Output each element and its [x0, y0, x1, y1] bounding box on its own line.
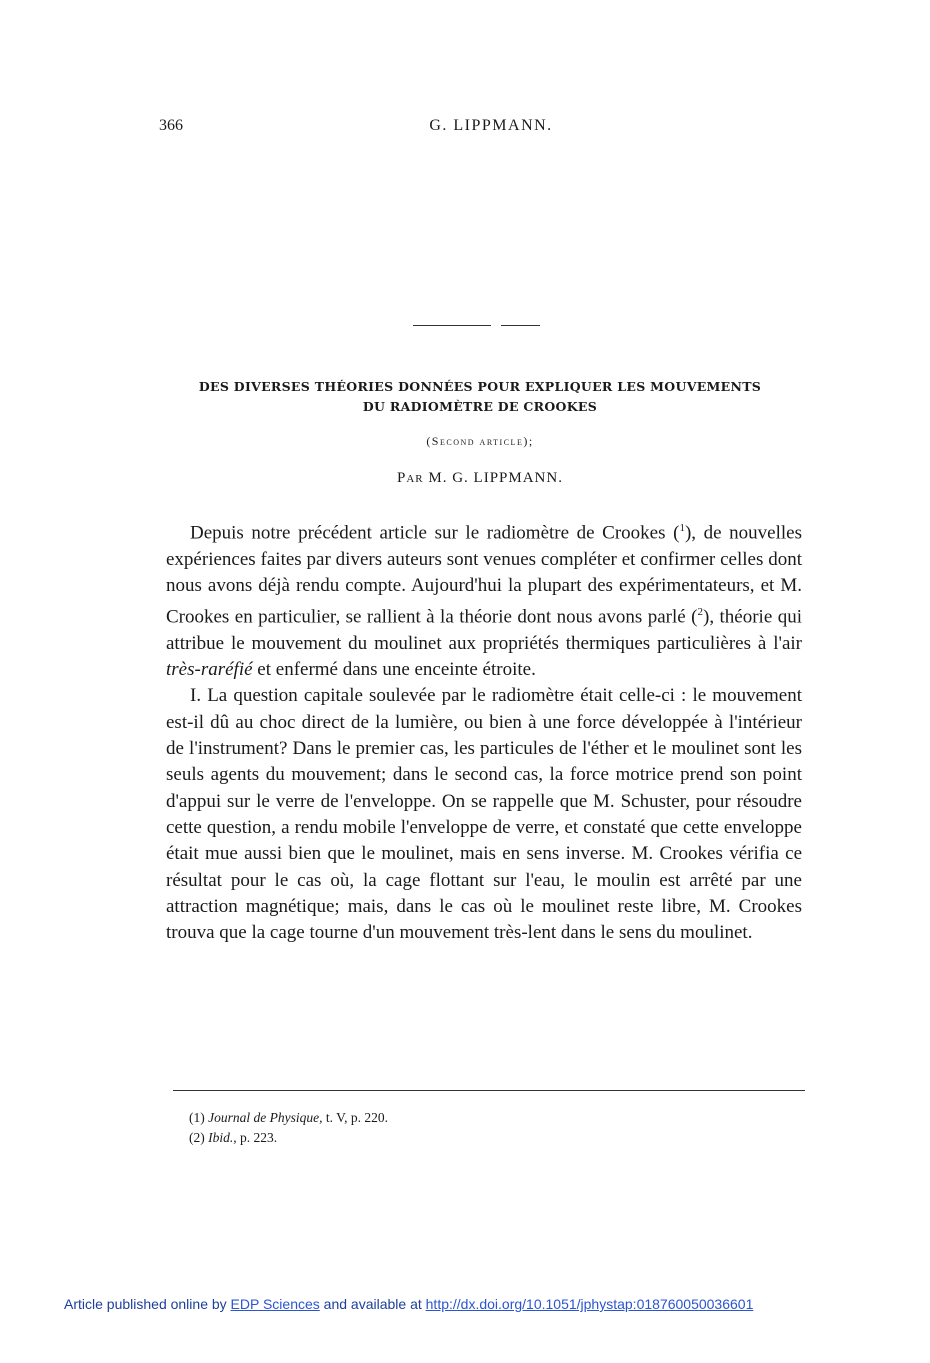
publication-banner — [64, 1296, 884, 1312]
footnote-2-rest: p. 223. — [236, 1130, 278, 1145]
article-title-line-2: DU RADIOMÈTRE DE CROOKES — [362, 399, 598, 414]
doi-link[interactable]: http://dx.doi.org/10.1051/jphystap:018760050036601 — [425, 1296, 754, 1312]
running-title: G. LIPPMANN. — [429, 117, 553, 134]
banner-middle: and available at — [319, 1296, 426, 1312]
footnote-2-source: Ibid., — [208, 1130, 237, 1145]
paragraph-1-text-c: ), théorie qui attribue le mouvement du moulinet aux propriétés thermiques particulières à l'air — [166, 606, 802, 654]
footnote-2-marker: (2) — [189, 1130, 205, 1145]
article-subtitle: (Second article); — [426, 434, 534, 448]
footnote-ref-2: 2 — [697, 606, 703, 619]
publisher-link[interactable]: EDP Sciences — [230, 1296, 320, 1312]
page-number: 366 — [159, 117, 183, 134]
footnote-1-marker: (1) — [189, 1110, 205, 1125]
title-separator — [413, 325, 540, 326]
running-head — [159, 117, 809, 139]
article-title-line-1: DES DIVERSES THÉORIES DONNÉES POUR EXPLIQUER LES MOUVEMENTS — [198, 379, 762, 394]
author-prefix: Par — [397, 470, 424, 486]
footnote-separator — [173, 1090, 805, 1091]
banner-prefix: Article published online by — [64, 1296, 231, 1312]
footnote-1-source: Journal de Physique, — [208, 1110, 323, 1125]
article-title — [150, 377, 810, 417]
paragraph-1 — [166, 515, 802, 683]
paragraph-1-italic: très-raréfié — [166, 659, 253, 681]
paragraph-1-text-d: et enfermé dans une enceinte étroite. — [252, 659, 536, 681]
paragraph-1-text-b: ), de nouvelles expériences faites par divers auteurs sont venues compléter et confirmer celles dont nous avons déjà rendu compte. Aujourd'hui la plupart des expérimentateurs, et M. Crookes en particulier, se rallient à la théorie dont nous avons parlé ( — [166, 522, 802, 628]
footnote-1-rest: t. V, p. 220. — [322, 1110, 389, 1125]
footnote-1 — [189, 1108, 789, 1128]
footnote-2 — [189, 1128, 789, 1148]
footnote-ref-1: 1 — [679, 522, 685, 534]
author-line — [150, 470, 810, 487]
paragraph-2: I. La question capitale soulevée par le radiomètre était celle-ci : le mouvement est-il dû au choc direct de la lumière, ou bien à une force développée à l'intérieur de l'instrument? Dans le premier cas, les particules de l'éther et le moulinet sont les seuls agents du mouvement; dans le second cas, la force motrice prend son point d'appui sur le verre de l'enveloppe. On se rappelle que M. Schuster, pour résoudre cette question, a rendu mobile l'enveloppe de verre, et constaté que cette enveloppe était mue aussi bien que le moulinet, mais en sens inverse. M. Crookes vérifia ce résultat pour le cas où, la cage flottant sur l'eau, le moulin est arrêté par une attraction magnétique; mais, dans le cas où le moulinet reste libre, M. Crookes trouva que la cage tourne d'un mouvement très-lent dans le sens du moulinet. — [166, 685, 802, 944]
footnotes — [189, 1108, 789, 1148]
author-name: M. G. LIPPMANN. — [428, 470, 563, 486]
paragraph-1-text-a: Depuis notre précédent article sur le radiomètre de Crookes ( — [190, 522, 680, 544]
article-body — [166, 515, 802, 946]
